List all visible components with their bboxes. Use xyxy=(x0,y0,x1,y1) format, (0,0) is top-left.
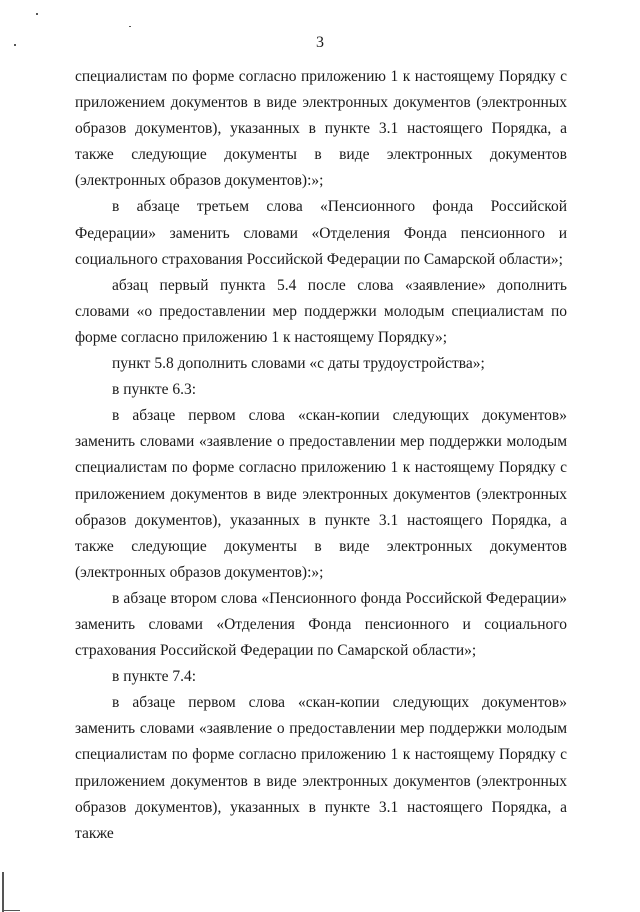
page-number: 3 xyxy=(316,34,324,51)
paragraph: в абзаце первом слова «скан-копии следующих документов» заменить словами «заявление о предоставлении мер поддержки молодым специалистам по форме согласно приложению 1 к настоящему Порядку с приложением документов в виде электронных документов (электронных образов документов), указанных в пункте 3.1 настоящего Порядка, а также следующие документы в виде электронных документов (электронных образов документов):»; xyxy=(75,407,567,581)
paragraph: абзац первый пункта 5.4 после слова «заявление» дополнить словами «о предоставлении мер поддержки молодым специалистам по форме согласно приложению 1 к настоящему Порядку»; xyxy=(75,276,567,346)
scan-speck xyxy=(129,26,131,27)
scan-speck xyxy=(2,910,20,911)
scan-speck xyxy=(2,872,4,912)
paragraph-heading: в пункте 7.4: xyxy=(112,668,197,686)
document-body xyxy=(75,64,567,847)
paragraph: пункт 5.8 дополнить словами «с даты трудоустройства»; xyxy=(112,355,485,373)
paragraph: в абзаце третьем слова «Пенсионного фонда Российской Федерации» заменить словами «Отделения Фонда пенсионного и социального страхования Российской Федерации по Самарской области»; xyxy=(75,198,567,268)
scan-speck xyxy=(36,13,38,15)
paragraph-continuation: специалистам по форме согласно приложению 1 к настоящему Порядку с приложением документов в виде электронных документов (электронных образов документов), указанных в пункте 3.1 настоящего Порядка, а также следующие документы в виде электронных документов (электронных образов документов):»; xyxy=(75,68,567,190)
paragraph: в абзаце первом слова «скан-копии следующих документов» заменить словами «заявление о предоставлении мер поддержки молодым специалистам по форме согласно приложению 1 к настоящему Порядку с приложением документов в виде электронных документов (электронных образов документов), указанных в пункте 3.1 настоящего Порядка, а также xyxy=(75,694,567,842)
paragraph-heading: в пункте 6.3: xyxy=(112,381,197,399)
paragraph: в абзаце втором слова «Пенсионного фонда Российской Федерации» заменить словами «Отделения Фонда пенсионного и социального страхования Российской Федерации по Самарской области»; xyxy=(75,589,567,660)
